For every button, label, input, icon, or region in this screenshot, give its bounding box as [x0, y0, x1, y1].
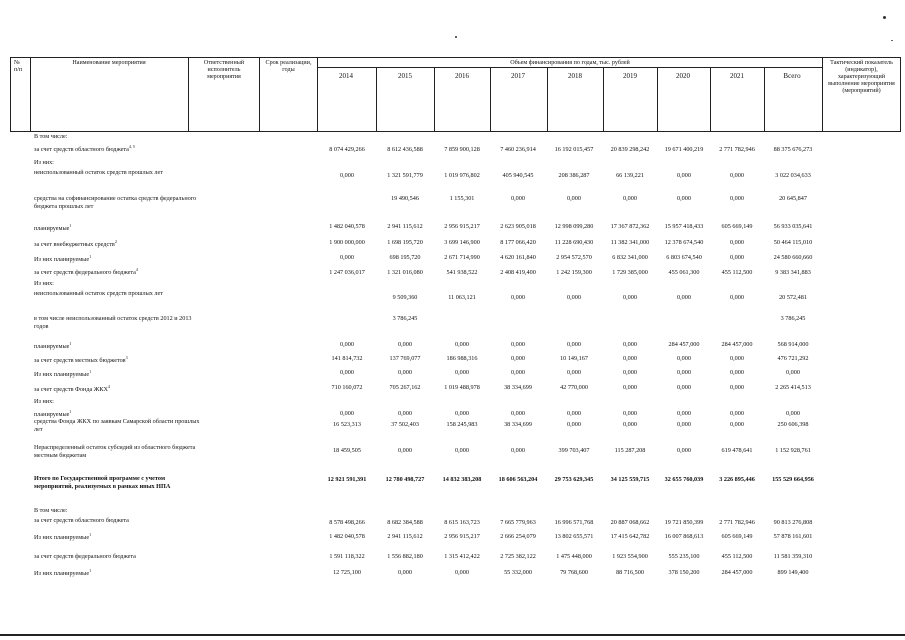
row-label — [34, 368, 204, 379]
row-year-value: 405 940,545 — [502, 172, 534, 179]
row-year-value: 0,000 — [455, 410, 469, 417]
row-label-text: средства на софинансирование остатка средств федерального бюджета прошлых лет — [34, 195, 197, 210]
row-label — [34, 280, 204, 288]
header-year: 2019 — [623, 72, 637, 80]
row-total-value: 1 152 928,761 — [775, 447, 811, 454]
row-label — [34, 444, 204, 460]
row-year-value: 0,000 — [730, 369, 744, 376]
row-year-value: 0,000 — [340, 369, 354, 376]
row-label-text: В том числе: — [34, 507, 68, 514]
row-year-value: 7 859 900,128 — [444, 146, 480, 153]
row-year-value: 0,000 — [677, 384, 691, 391]
row-year-value: 0,000 — [567, 410, 581, 417]
header-funding: Объем финансирования по годам, тыс. рублей — [510, 60, 630, 66]
header-year: 2014 — [339, 72, 353, 80]
row-year-value: 0,000 — [677, 421, 691, 428]
row-year-value: 399 703,407 — [558, 447, 590, 454]
row-label-text: Из них планируемые — [34, 534, 90, 542]
header-number: № п/п — [14, 60, 23, 73]
row-year-value: 34 125 559,715 — [610, 476, 650, 483]
row-year-value: 16 523,313 — [333, 421, 361, 428]
row-year-value: 88 716,500 — [616, 569, 644, 576]
row-year-value: 1 315 412,422 — [444, 553, 480, 560]
row-total-value: 0,000 — [786, 410, 800, 417]
row-year-value: 284 457,000 — [721, 341, 753, 348]
header-year: 2016 — [455, 72, 469, 80]
row-label — [34, 195, 204, 211]
row-year-value: 8 177 066,420 — [500, 239, 536, 246]
funding-subheader-line — [317, 67, 822, 68]
row-year-value: 0,000 — [398, 569, 412, 576]
row-label-text: Нераспределенный остаток субсидий из областного бюджета местным бюджетам — [34, 444, 196, 459]
row-label — [34, 567, 204, 578]
row-year-value: 66 139,221 — [616, 172, 644, 179]
header-year: 2015 — [398, 72, 412, 80]
row-year-value: 7 460 236,914 — [500, 146, 536, 153]
scan-speck — [883, 16, 886, 19]
row-total-value: 57 878 161,601 — [773, 533, 813, 540]
row-year-value: 1 900 000,000 — [329, 239, 365, 246]
row-label — [34, 266, 204, 277]
row-label — [34, 340, 204, 351]
row-year-value: 3 699 146,900 — [444, 239, 480, 246]
row-year-value: 555 235,100 — [668, 553, 700, 560]
row-year-value: 0,000 — [623, 341, 637, 348]
row-label — [34, 169, 204, 177]
col-divider — [317, 57, 318, 132]
row-year-value: 4 620 161,840 — [500, 254, 536, 261]
row-year-value: 0,000 — [677, 195, 691, 202]
row-year-value: 6 803 674,540 — [666, 254, 702, 261]
row-year-value: 37 502,403 — [391, 421, 419, 428]
row-year-value: 2 725 382,122 — [500, 553, 536, 560]
row-year-value: 455 112,500 — [721, 269, 753, 276]
row-total-value: 476 721,292 — [777, 355, 809, 362]
row-label — [34, 159, 204, 167]
row-year-value: 1 321 016,080 — [387, 269, 423, 276]
footnote-marker: 1 — [89, 254, 92, 259]
row-year-value: 1 155,301 — [449, 195, 475, 202]
col-divider — [822, 57, 823, 132]
row-year-value: 0,000 — [340, 172, 354, 179]
row-total-value: 0,000 — [786, 369, 800, 376]
scan-speck — [891, 40, 893, 41]
row-total-value: 88 375 676,273 — [773, 146, 813, 153]
row-total-value: 9 383 341,883 — [775, 269, 811, 276]
row-year-value: 0,000 — [730, 294, 744, 301]
row-year-value: 698 195,720 — [389, 254, 421, 261]
row-year-value: 2 671 714,990 — [444, 254, 480, 261]
row-label — [34, 290, 204, 298]
scan-speck — [455, 36, 457, 38]
row-total-value: 250 606,398 — [777, 421, 809, 428]
row-year-value: 12 921 591,391 — [327, 476, 367, 483]
row-year-value: 2 956 915,217 — [444, 223, 480, 230]
row-year-value: 1 698 195,720 — [387, 239, 423, 246]
row-year-value: 0,000 — [623, 384, 637, 391]
row-label-text: за счет средств областного бюджета — [34, 146, 129, 154]
row-year-value: 0,000 — [567, 294, 581, 301]
row-label-text: В том числе: — [34, 133, 68, 140]
col-divider — [259, 57, 260, 132]
row-year-value: 0,000 — [567, 421, 581, 428]
row-year-value: 0,000 — [511, 410, 525, 417]
footnote-marker: 4 — [107, 384, 110, 389]
row-year-value: 0,000 — [511, 294, 525, 301]
row-year-value: 17 367 872,362 — [610, 223, 650, 230]
footnote-marker: 2 — [114, 239, 117, 244]
row-year-value: 0,000 — [398, 410, 412, 417]
row-year-value: 0,000 — [677, 369, 691, 376]
row-label — [34, 418, 204, 434]
footnote-marker: 3 — [125, 355, 128, 360]
row-year-value: 0,000 — [623, 355, 637, 362]
row-label-text: Из них планируемые — [34, 570, 90, 578]
row-year-value: 11 063,121 — [448, 294, 476, 301]
row-year-value: 1 591 118,322 — [329, 553, 365, 560]
row-year-value: 6 832 341,000 — [612, 254, 648, 261]
row-year-value: 1 019 976,802 — [444, 172, 480, 179]
row-year-value: 18 606 563,204 — [498, 476, 538, 483]
row-year-value: 2 941 115,612 — [387, 533, 423, 540]
header-activity-name: Наименование мероприятия — [72, 60, 146, 66]
row-label-text: за счет средств областного бюджета — [34, 517, 129, 524]
row-year-value: 0,000 — [677, 447, 691, 454]
row-year-value: 42 770,000 — [560, 384, 588, 391]
row-year-value: 0,000 — [567, 341, 581, 348]
row-year-value: 0,000 — [511, 195, 525, 202]
row-year-value: 0,000 — [623, 369, 637, 376]
row-total-value: 899 149,400 — [777, 569, 809, 576]
row-year-value: 8 682 384,588 — [387, 519, 423, 526]
footnote-marker: 1 — [69, 223, 72, 228]
row-label-text: за счет средств федерального бюджета — [34, 269, 136, 277]
row-year-value: 0,000 — [398, 447, 412, 454]
header-responsible: Ответственный исполнитель мероприятия — [203, 60, 245, 80]
row-year-value: 710 160,072 — [331, 384, 363, 391]
row-year-value: 0,000 — [511, 355, 525, 362]
row-year-value: 12 780 498,727 — [385, 476, 425, 483]
row-label — [34, 383, 204, 394]
row-year-value: 0,000 — [730, 254, 744, 261]
table-header-bottom-line — [10, 131, 900, 132]
row-year-value: 186 988,316 — [446, 355, 478, 362]
row-label — [34, 517, 204, 525]
row-total-value: 2 265 414,513 — [775, 384, 811, 391]
row-label-text: за счет средств федерального бюджета — [34, 553, 136, 560]
row-label — [34, 253, 204, 264]
row-label — [34, 315, 204, 331]
row-year-value: 32 655 760,039 — [664, 476, 704, 483]
row-year-value: 1 482 040,578 — [329, 533, 365, 540]
row-year-value: 137 769,077 — [389, 355, 421, 362]
row-year-value: 0,000 — [398, 341, 412, 348]
row-year-value: 1 019 488,978 — [444, 384, 480, 391]
row-year-value: 0,000 — [455, 341, 469, 348]
row-year-value: 455 112,500 — [721, 553, 753, 560]
row-year-value: 19 490,546 — [391, 195, 419, 202]
col-divider — [376, 67, 377, 132]
table-top-border — [10, 57, 900, 58]
col-divider — [10, 57, 11, 132]
page-bottom-line — [0, 634, 905, 636]
row-label-text: планируемые — [34, 411, 70, 419]
row-year-value: 20 887 068,662 — [610, 519, 650, 526]
row-year-value: 605 669,149 — [721, 223, 753, 230]
row-year-value: 541 938,522 — [446, 269, 478, 276]
row-year-value: 284 457,000 — [721, 569, 753, 576]
row-year-value: 11 228 690,430 — [554, 239, 594, 246]
row-year-value: 1 242 159,300 — [556, 269, 592, 276]
row-year-value: 0,000 — [340, 254, 354, 261]
row-label — [34, 531, 204, 542]
row-year-value: 0,000 — [340, 341, 354, 348]
row-year-value: 8 074 429,266 — [329, 146, 365, 153]
row-year-value: 0,000 — [455, 569, 469, 576]
footnote-marker: 1 — [89, 369, 92, 374]
row-year-value: 2 623 905,018 — [500, 223, 536, 230]
row-year-value: 55 332,000 — [504, 569, 532, 576]
row-year-value: 9 509,360 — [392, 294, 418, 301]
row-label — [34, 507, 204, 515]
footnote-marker: 1 — [89, 568, 92, 573]
footnote-marker: 1 — [69, 341, 72, 346]
row-year-value: 619 478,641 — [721, 447, 753, 454]
row-year-value: 0,000 — [677, 172, 691, 179]
row-year-value: 8 612 436,588 — [387, 146, 423, 153]
row-year-value: 8 615 163,723 — [444, 519, 480, 526]
row-label — [34, 222, 204, 233]
row-label-text: Из них планируемые — [34, 371, 90, 379]
header-year: 2017 — [511, 72, 525, 80]
row-label-text: Из них: — [34, 398, 54, 405]
row-year-value: 12 998 099,280 — [554, 223, 594, 230]
row-label-text: Из них: — [34, 280, 54, 287]
footnote-marker: 1 — [89, 532, 92, 537]
row-label-text: средства Фонда ЖКХ по заявкам Самарской области прошлых лет — [34, 418, 200, 433]
row-label — [34, 143, 204, 154]
row-total-value: 3 022 034,633 — [775, 172, 811, 179]
row-year-value: 0,000 — [455, 369, 469, 376]
row-year-value: 0,000 — [340, 410, 354, 417]
row-year-value: 0,000 — [730, 172, 744, 179]
row-year-value: 0,000 — [730, 355, 744, 362]
row-year-value: 1 247 036,017 — [329, 269, 365, 276]
row-year-value: 14 832 383,208 — [442, 476, 482, 483]
row-year-value: 2 956 915,217 — [444, 533, 480, 540]
header-year: 2021 — [730, 72, 744, 80]
row-year-value: 12 725,100 — [333, 569, 361, 576]
row-label — [34, 354, 204, 365]
row-year-value: 20 839 298,242 — [610, 146, 650, 153]
row-year-value: 0,000 — [623, 421, 637, 428]
header-indicator: Тактический показатель (индикатор), характеризующий выполнение мероприятия (мероприятий) — [828, 60, 895, 94]
row-year-value: 2 771 782,946 — [719, 146, 755, 153]
row-label-text: за счет средств местных бюджетов — [34, 357, 126, 365]
row-year-value: 2 954 572,570 — [556, 254, 592, 261]
row-total-value: 50 464 115,010 — [773, 239, 813, 246]
row-year-value: 455 061,300 — [668, 269, 700, 276]
col-divider — [188, 57, 189, 132]
row-label-text: за счет средств Фонда ЖКХ — [34, 386, 108, 394]
footnote-marker: 4 — [135, 267, 138, 272]
row-label-text: планируемые — [34, 225, 70, 233]
row-year-value: 284 457,000 — [668, 341, 700, 348]
row-year-value: 2 771 782,946 — [719, 519, 755, 526]
row-year-value: 0,000 — [677, 355, 691, 362]
row-year-value: 38 334,699 — [504, 384, 532, 391]
row-year-value: 208 386,287 — [558, 172, 590, 179]
row-year-value: 1 475 448,000 — [556, 553, 592, 560]
row-year-value: 13 802 655,571 — [554, 533, 594, 540]
row-year-value: 16 007 868,613 — [664, 533, 704, 540]
row-year-value: 1 729 385,000 — [612, 269, 648, 276]
footnote-marker: 4, 5 — [128, 144, 135, 149]
row-year-value: 0,000 — [455, 447, 469, 454]
row-label-text: за счет внебюджетных средств — [34, 241, 115, 249]
row-year-value: 79 768,600 — [560, 569, 588, 576]
row-year-value: 19 721 850,399 — [664, 519, 704, 526]
row-year-value: 0,000 — [567, 369, 581, 376]
row-year-value: 0,000 — [567, 195, 581, 202]
row-year-value: 705 267,162 — [389, 384, 421, 391]
row-year-value: 29 753 629,345 — [554, 476, 594, 483]
row-year-value: 3 786,245 — [392, 315, 418, 322]
row-year-value: 17 415 642,782 — [610, 533, 650, 540]
row-year-value: 0,000 — [730, 410, 744, 417]
row-year-value: 0,000 — [677, 410, 691, 417]
row-label — [34, 133, 204, 141]
row-year-value: 2 666 254,079 — [500, 533, 536, 540]
row-year-value: 19 671 400,219 — [664, 146, 704, 153]
header-year: Всего — [783, 72, 801, 80]
row-year-value: 1 482 040,578 — [329, 223, 365, 230]
row-label-text: неиспользованный остаток средств прошлых лет — [34, 290, 163, 297]
row-total-value: 20 645,847 — [779, 195, 807, 202]
row-year-value: 18 459,505 — [333, 447, 361, 454]
row-year-value: 8 578 498,266 — [329, 519, 365, 526]
header-year: 2018 — [568, 72, 582, 80]
col-divider — [30, 57, 31, 132]
row-year-value: 10 149,167 — [560, 355, 588, 362]
footnote-marker: 1 — [69, 409, 72, 414]
row-year-value: 16 996 571,768 — [554, 519, 594, 526]
row-total-value: 90 813 276,808 — [773, 519, 813, 526]
row-year-value: 141 814,732 — [331, 355, 363, 362]
row-year-value: 378 150,200 — [668, 569, 700, 576]
row-year-value: 15 957 418,433 — [664, 223, 704, 230]
row-label-text: Из них планируемые — [34, 256, 90, 264]
row-year-value: 7 665 779,963 — [500, 519, 536, 526]
row-year-value: 0,000 — [511, 341, 525, 348]
row-year-value: 2 941 115,612 — [387, 223, 423, 230]
header-period: Срок реализации, годы — [265, 60, 312, 73]
row-label — [34, 398, 204, 406]
row-label — [34, 475, 204, 491]
row-label-text: планируемые — [34, 343, 70, 351]
row-year-value: 158 245,983 — [446, 421, 478, 428]
row-year-value: 0,000 — [730, 421, 744, 428]
row-year-value: 3 226 895,446 — [719, 476, 755, 483]
row-year-value: 16 192 015,457 — [554, 146, 594, 153]
row-total-value: 155 529 664,956 — [772, 476, 814, 483]
row-total-value: 3 786,245 — [780, 315, 806, 322]
row-total-value: 24 580 660,660 — [773, 254, 813, 261]
row-year-value: 115 287,208 — [614, 447, 646, 454]
row-total-value: 568 914,000 — [777, 341, 809, 348]
row-label-text: неиспользованный остаток средств прошлых лет — [34, 169, 163, 176]
row-year-value: 1 321 591,779 — [387, 172, 423, 179]
row-year-value: 2 408 419,400 — [500, 269, 536, 276]
row-year-value: 605 669,149 — [721, 533, 753, 540]
row-year-value: 1 556 882,180 — [387, 553, 423, 560]
row-year-value: 0,000 — [730, 384, 744, 391]
row-year-value: 0,000 — [398, 369, 412, 376]
row-year-value: 0,000 — [730, 195, 744, 202]
row-year-value: 0,000 — [511, 447, 525, 454]
row-total-value: 20 572,481 — [779, 294, 807, 301]
row-year-value: 0,000 — [623, 410, 637, 417]
row-year-value: 0,000 — [623, 195, 637, 202]
row-label-text: Из них: — [34, 159, 54, 166]
row-label-text: Итого по Государственной программе с учетом мероприятий, реализуемых в рамках иных НПА — [34, 475, 171, 490]
row-year-value: 0,000 — [511, 369, 525, 376]
row-year-value: 0,000 — [677, 294, 691, 301]
col-divider — [900, 57, 901, 132]
row-year-value: 0,000 — [730, 239, 744, 246]
row-year-value: 12 378 674,540 — [664, 239, 704, 246]
row-total-value: 11 581 359,310 — [773, 553, 813, 560]
row-year-value: 38 334,699 — [504, 421, 532, 428]
row-total-value: 56 933 035,641 — [773, 223, 813, 230]
header-year: 2020 — [676, 72, 690, 80]
row-label-text: в том числе неиспользованный остаток средств 2012 и 2013 годов — [34, 315, 192, 330]
row-label — [34, 238, 204, 249]
row-year-value: 0,000 — [623, 294, 637, 301]
row-year-value: 11 382 341,000 — [610, 239, 650, 246]
row-year-value: 1 923 554,900 — [612, 553, 648, 560]
row-label — [34, 553, 204, 561]
